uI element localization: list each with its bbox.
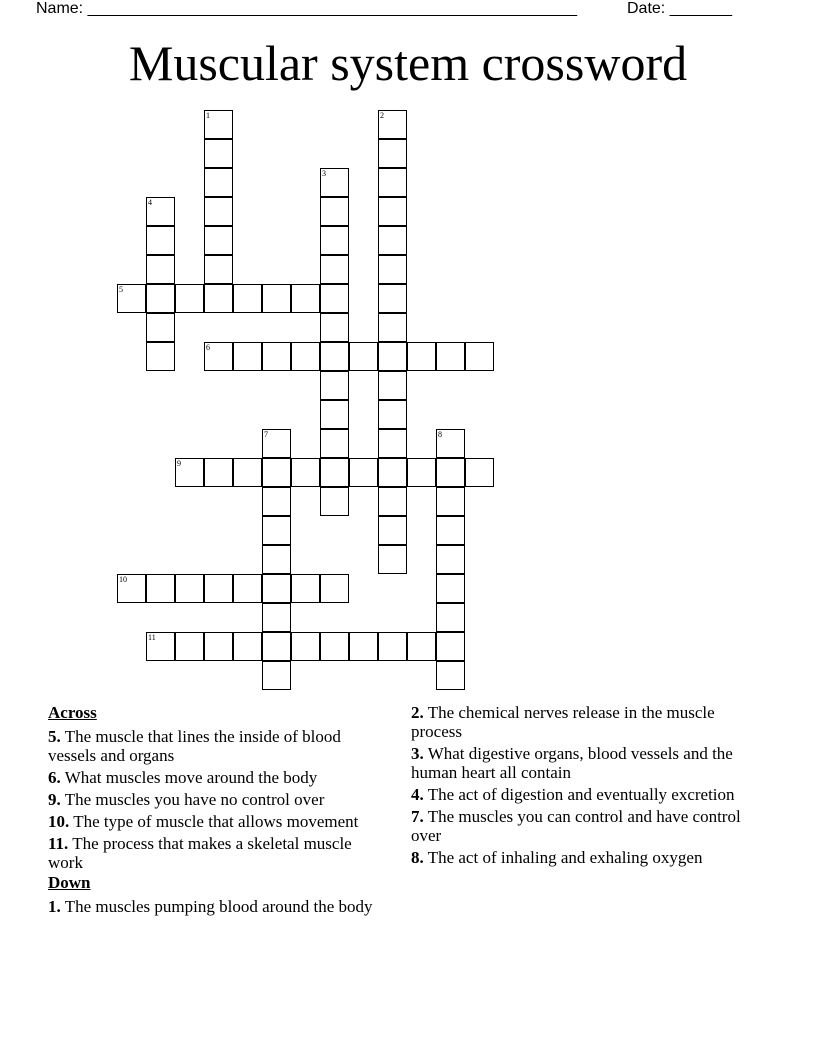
crossword-cell[interactable] <box>320 429 349 458</box>
clue-text: The muscles you have no control over <box>64 790 325 809</box>
across-clue-list <box>48 727 388 872</box>
down-clue-list <box>48 897 388 916</box>
clue-number-label: 4. <box>411 785 424 804</box>
crossword-cell[interactable] <box>320 400 349 429</box>
clue-number: 7 <box>264 430 268 439</box>
crossword-cell[interactable] <box>204 226 233 255</box>
crossword-cell[interactable] <box>146 342 175 371</box>
crossword-cell[interactable] <box>204 168 233 197</box>
crossword-cell[interactable] <box>262 545 291 574</box>
crossword-cell[interactable] <box>436 429 465 458</box>
crossword-cell[interactable] <box>233 632 262 661</box>
crossword-cell[interactable] <box>436 661 465 690</box>
across-clue <box>48 768 388 787</box>
crossword-cell[interactable] <box>320 632 349 661</box>
crossword-cell[interactable] <box>204 110 233 139</box>
crossword-cell[interactable] <box>320 342 349 371</box>
clue-text: The act of digestion and eventually excretion <box>427 785 735 804</box>
crossword-cell[interactable] <box>146 226 175 255</box>
date-field: Date: _______ <box>627 0 732 17</box>
crossword-cell[interactable] <box>378 516 407 545</box>
clue-number: 3 <box>322 169 326 178</box>
clue-number-label: 11. <box>48 834 69 853</box>
crossword-cell[interactable] <box>320 574 349 603</box>
down-clue <box>411 848 751 867</box>
clue-number: 8 <box>438 430 442 439</box>
crossword-cell[interactable] <box>436 487 465 516</box>
crossword-cell[interactable] <box>378 139 407 168</box>
crossword-cell[interactable] <box>465 342 494 371</box>
crossword-cell[interactable] <box>320 313 349 342</box>
clue-text: The chemical nerves release in the muscle process <box>411 703 715 741</box>
name-field: Name: _______________________________________________________ <box>36 0 577 17</box>
crossword-cell[interactable] <box>262 574 291 603</box>
clue-number-label: 8. <box>411 848 424 867</box>
crossword-cell[interactable] <box>204 342 233 371</box>
crossword-cell[interactable] <box>204 139 233 168</box>
clue-text: The act of inhaling and exhaling oxygen <box>427 848 703 867</box>
crossword-cell[interactable] <box>262 487 291 516</box>
crossword-cell[interactable] <box>146 197 175 226</box>
crossword-cell[interactable] <box>436 632 465 661</box>
crossword-cell[interactable] <box>407 632 436 661</box>
across-clue <box>48 834 388 872</box>
across-clue <box>48 727 388 765</box>
crossword-cell[interactable] <box>204 632 233 661</box>
crossword-cell[interactable] <box>349 632 378 661</box>
crossword-cell[interactable] <box>262 603 291 632</box>
clue-number-label: 9. <box>48 790 61 809</box>
crossword-cell[interactable] <box>320 226 349 255</box>
crossword-cell[interactable] <box>175 574 204 603</box>
crossword-cell[interactable] <box>378 632 407 661</box>
crossword-cell[interactable] <box>436 574 465 603</box>
crossword-cell[interactable] <box>262 632 291 661</box>
clue-number-label: 3. <box>411 744 424 763</box>
clue-number-label: 5. <box>48 727 61 746</box>
crossword-cell[interactable] <box>233 342 262 371</box>
clue-text: The process that makes a skeletal muscle work <box>48 834 352 872</box>
crossword-cell[interactable] <box>320 487 349 516</box>
crossword-cell[interactable] <box>378 342 407 371</box>
clue-number-label: 1. <box>48 897 61 916</box>
crossword-cell[interactable] <box>262 458 291 487</box>
crossword-cell[interactable] <box>378 168 407 197</box>
across-heading: Across <box>48 703 97 722</box>
crossword-cell[interactable] <box>378 371 407 400</box>
clue-number: 9 <box>177 459 181 468</box>
crossword-cell[interactable] <box>320 458 349 487</box>
crossword-cell[interactable] <box>436 458 465 487</box>
crossword-cell[interactable] <box>320 255 349 284</box>
crossword-cell[interactable] <box>436 603 465 632</box>
crossword-cell[interactable] <box>291 574 320 603</box>
crossword-cell[interactable] <box>378 197 407 226</box>
crossword-cell[interactable] <box>117 284 146 313</box>
crossword-cell[interactable] <box>320 371 349 400</box>
crossword-cell[interactable] <box>436 545 465 574</box>
crossword-cell[interactable] <box>378 487 407 516</box>
clue-number: 5 <box>119 285 123 294</box>
across-clue <box>48 790 388 809</box>
clue-number: 10 <box>119 575 127 584</box>
down-clue <box>411 785 751 804</box>
crossword-cell[interactable] <box>262 516 291 545</box>
crossword-cell[interactable] <box>146 574 175 603</box>
crossword-cell[interactable] <box>291 458 320 487</box>
clue-text: What digestive organs, blood vessels and the human heart all contain <box>411 744 733 782</box>
crossword-cell[interactable] <box>378 226 407 255</box>
crossword-cell[interactable] <box>378 313 407 342</box>
crossword-cell[interactable] <box>291 342 320 371</box>
crossword-cell[interactable] <box>349 342 378 371</box>
clue-text: What muscles move around the body <box>64 768 318 787</box>
crossword-cell[interactable] <box>204 197 233 226</box>
page-title: Muscular system crossword <box>128 35 688 91</box>
clue-number: 4 <box>148 198 152 207</box>
crossword-cell[interactable] <box>378 400 407 429</box>
crossword-cell[interactable] <box>465 458 494 487</box>
crossword-cell[interactable] <box>378 255 407 284</box>
crossword-cell[interactable] <box>146 255 175 284</box>
clue-number-label: 6. <box>48 768 61 787</box>
crossword-cell[interactable] <box>233 574 262 603</box>
clue-text: The muscle that lines the inside of blood vessels and organs <box>48 727 341 765</box>
clue-text: The muscles pumping blood around the body <box>64 897 373 916</box>
clue-number: 11 <box>148 633 156 642</box>
crossword-cell[interactable] <box>436 516 465 545</box>
clue-number: 1 <box>206 111 210 120</box>
clues-right-column <box>411 703 751 870</box>
crossword-cell[interactable] <box>436 342 465 371</box>
crossword-cell[interactable] <box>262 342 291 371</box>
clue-number: 6 <box>206 343 210 352</box>
crossword-cell[interactable] <box>204 284 233 313</box>
crossword-cell[interactable] <box>320 284 349 313</box>
crossword-cell[interactable] <box>378 284 407 313</box>
clue-number-label: 2. <box>411 703 424 722</box>
down-clue <box>411 703 751 741</box>
crossword-cell[interactable] <box>291 284 320 313</box>
clues-left-column <box>48 703 388 919</box>
crossword-cell[interactable] <box>146 632 175 661</box>
down-clue <box>48 897 388 916</box>
clue-text: The muscles you can control and have control over <box>411 807 741 845</box>
crossword-cell[interactable] <box>146 284 175 313</box>
clue-number-label: 10. <box>48 812 70 831</box>
crossword-cell[interactable] <box>233 284 262 313</box>
crossword-cell[interactable] <box>204 255 233 284</box>
crossword-cell[interactable] <box>407 342 436 371</box>
crossword-cell[interactable] <box>349 458 378 487</box>
crossword-cell[interactable] <box>291 632 320 661</box>
crossword-cell[interactable] <box>204 458 233 487</box>
clue-number: 2 <box>380 111 384 120</box>
crossword-cell[interactable] <box>407 458 436 487</box>
crossword-cell[interactable] <box>175 458 204 487</box>
down-clue <box>411 807 751 845</box>
down-heading: Down <box>48 873 91 892</box>
down-clue <box>411 744 751 782</box>
crossword-cell[interactable] <box>146 313 175 342</box>
crossword-cell[interactable] <box>378 110 407 139</box>
clue-number-label: 7. <box>411 807 424 826</box>
crossword-cell[interactable] <box>378 545 407 574</box>
crossword-cell[interactable] <box>262 284 291 313</box>
down-clue-list-continued <box>411 703 751 867</box>
across-clue <box>48 812 388 831</box>
crossword-cell[interactable] <box>378 458 407 487</box>
crossword-cell[interactable] <box>320 168 349 197</box>
crossword-cell[interactable] <box>175 632 204 661</box>
crossword-cell[interactable] <box>204 574 233 603</box>
crossword-cell[interactable] <box>117 574 146 603</box>
crossword-cell[interactable] <box>378 429 407 458</box>
crossword-cell[interactable] <box>262 429 291 458</box>
crossword-cell[interactable] <box>320 197 349 226</box>
crossword-cell[interactable] <box>175 284 204 313</box>
crossword-cell[interactable] <box>262 661 291 690</box>
crossword-cell[interactable] <box>233 458 262 487</box>
clue-text: The type of muscle that allows movement <box>73 812 359 831</box>
